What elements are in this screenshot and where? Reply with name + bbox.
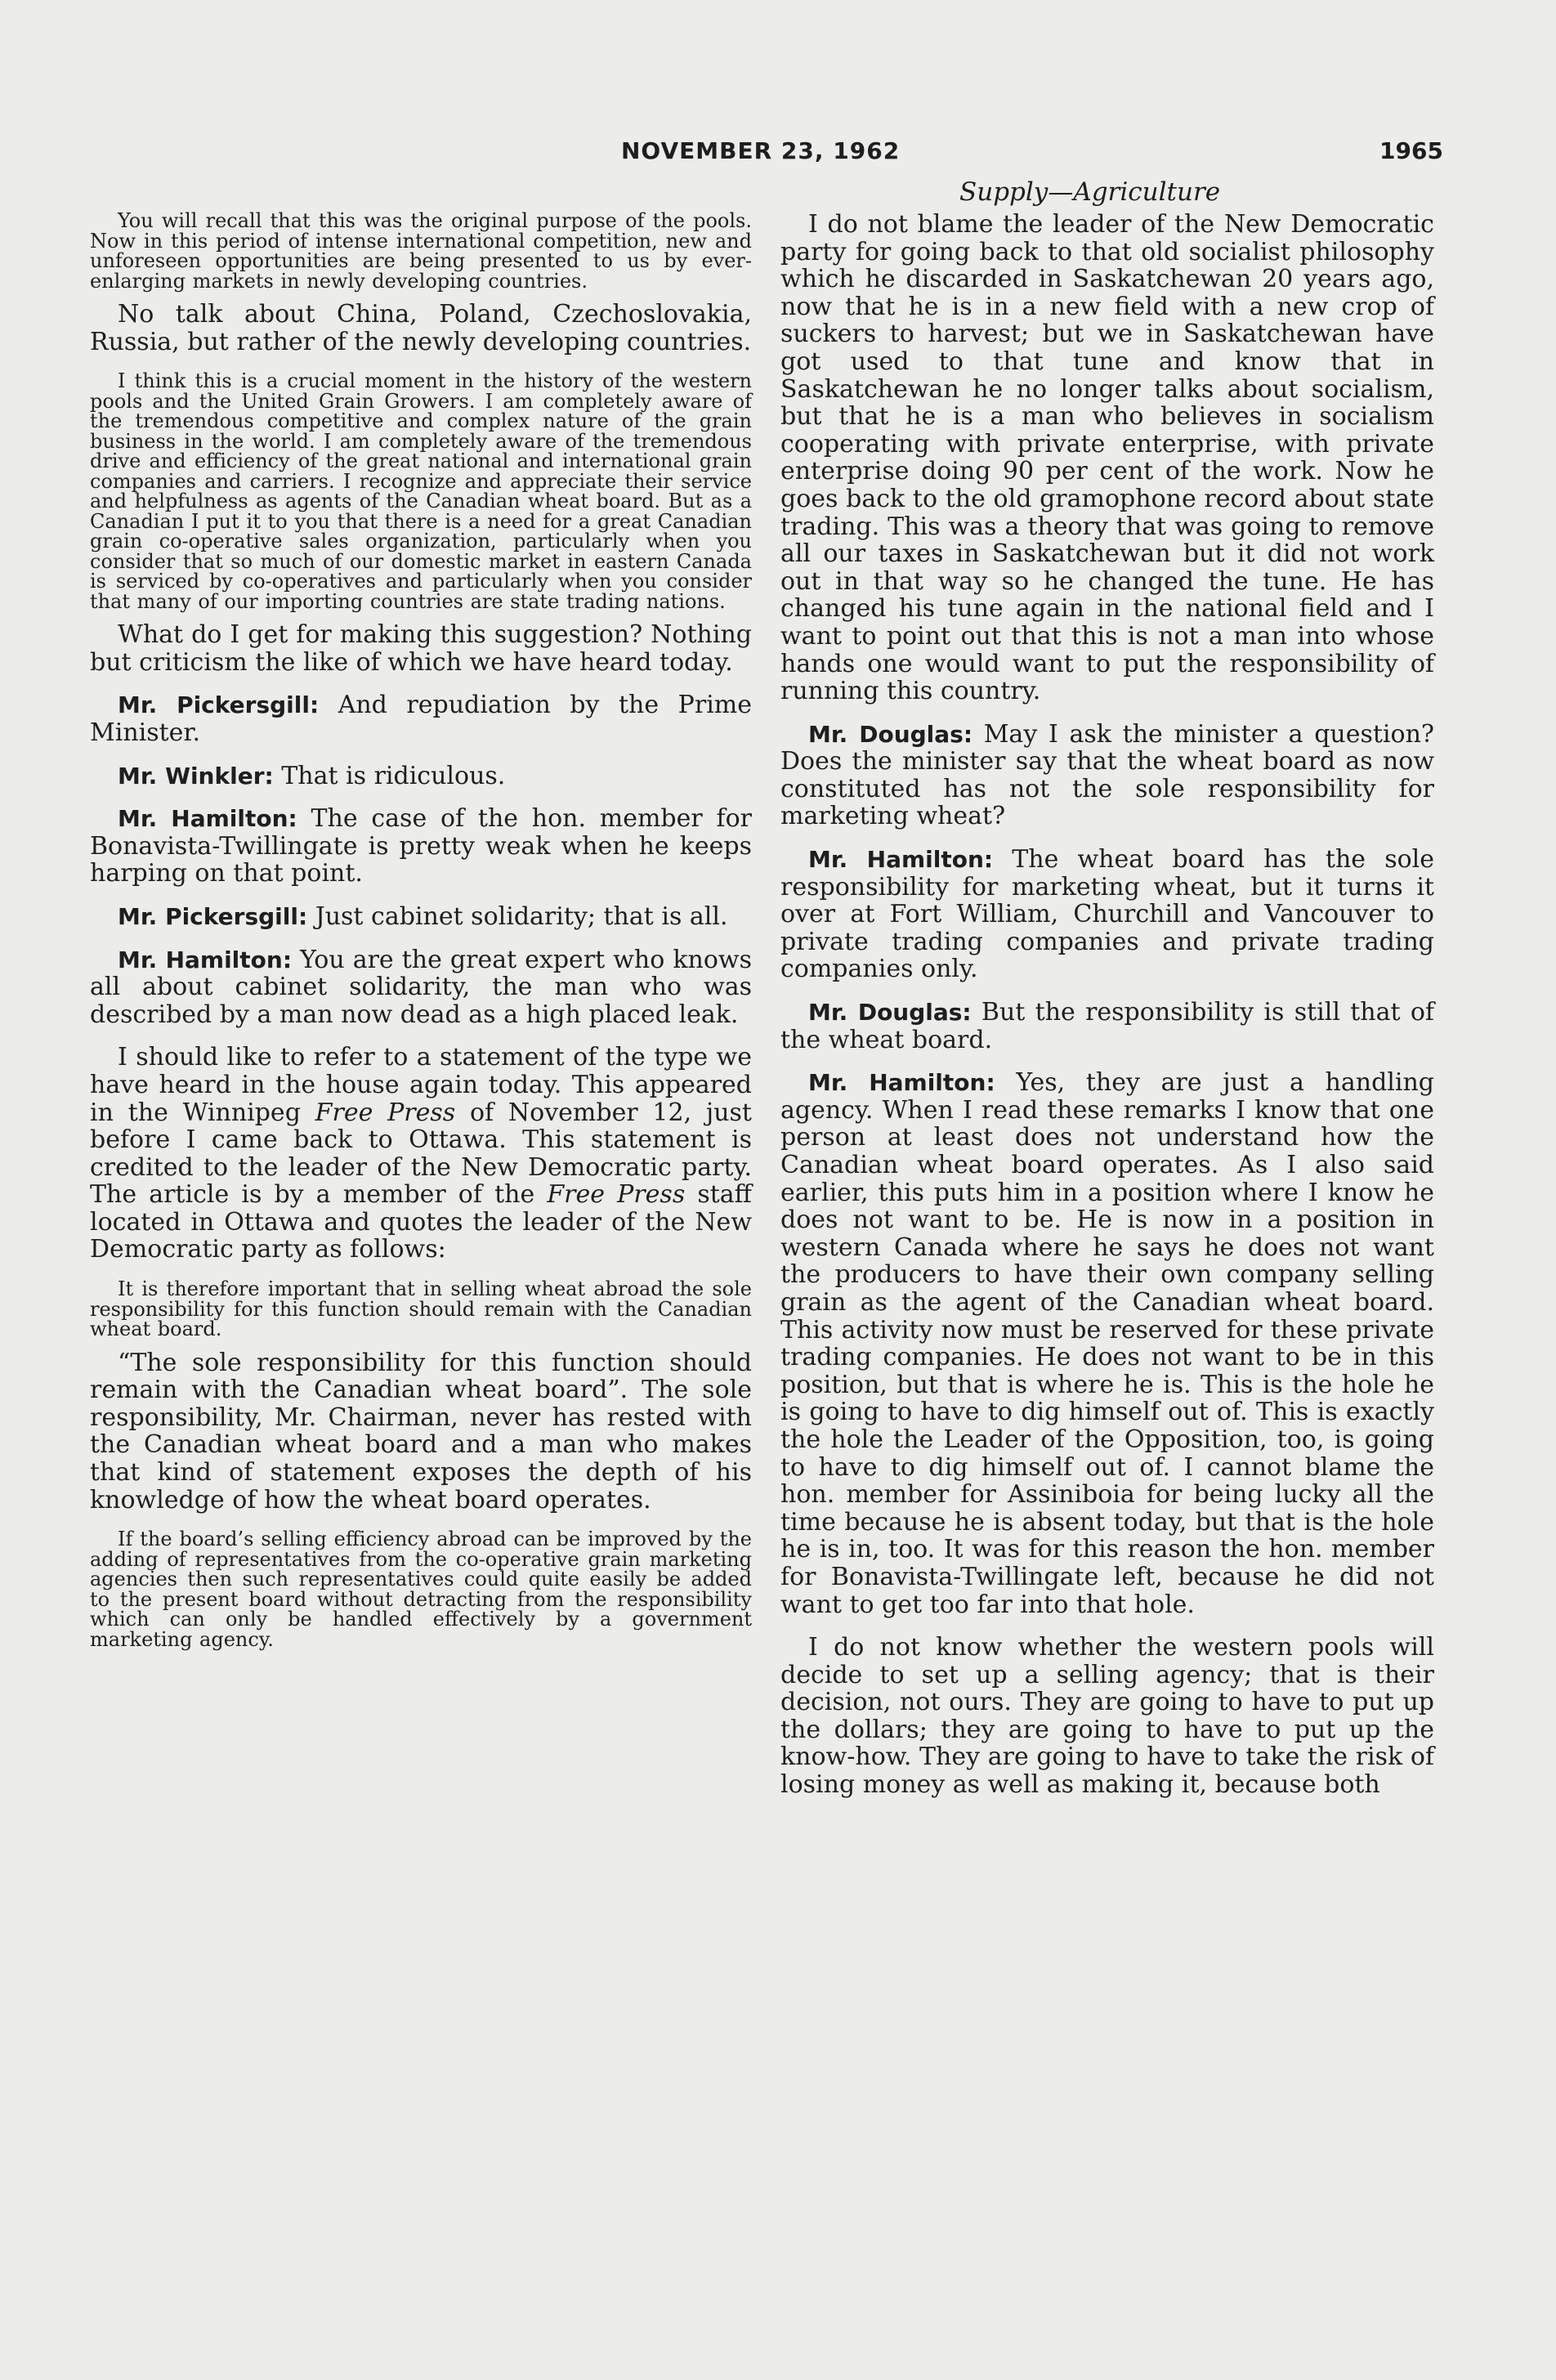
page-date: NOVEMBER 23, 1962 bbox=[621, 137, 901, 164]
paragraph: No talk about China, Poland, Czechoslovakia, Russia, but rather of the newly developing countries. bbox=[90, 300, 752, 356]
newspaper-title: Free Press bbox=[547, 1180, 686, 1210]
speech-text: Yes, they are just a handling agency. When I read these remarks I know that one person at least does not understand how the Canadian wheat board operates. As I also said earlier, this puts him in a position where I know he does not want to be. He is now in a position in western Canada where he says he does not want the producers to have their own company selling grain as the agent of the Canadian wheat board. This activity now must be reserved for these private trading companies. He does not want to be in this position, but that is where he is. This is the hole he is going to have to dig himself out of. This is exactly the hole the Leader of the Opposition, too, is going to have to dig himself out of. I cannot blame the hon. member for Assiniboia for being lucky all the time because he is absent today, but that is the hole he is in, too. It was for this reason the hon. member for Bonavista-Twillingate left, because he did not want to get too far into that hole. bbox=[780, 1068, 1434, 1619]
speaker-name: Mr. Hamilton: bbox=[118, 946, 293, 973]
speech bbox=[90, 805, 752, 888]
speech bbox=[780, 846, 1434, 983]
speaker-name: Mr. Douglas: bbox=[808, 999, 972, 1027]
speech-text: And repudiation by the Prime Minister. bbox=[90, 691, 752, 747]
speaker-name: Mr. Hamilton: bbox=[808, 1069, 995, 1097]
page-number: 1965 bbox=[1379, 137, 1443, 164]
paragraph: I do not blame the leader of the New Democratic party for going back to that old socialist philosophy which he discarded in Saskatchewan 20 years ago, now that he is in a new field with a new crop of suckers to harvest; but we in Saskatchewan have got used to that tune and know that in Saskatchewan he no longer talks about socialism, but that he is a man who believes in socialism cooperating with private enterprise, with private enterprise doing 90 per cent of the work. Now he goes back to the old gramophone record about state trading. This was a theory that was going to remove all our taxes in Saskatchewan but it did not work out in that way so he changed the tune. He has changed his tune again in the national field and I want to point out that this is not a man into whose hands one would want to put the responsibility of running this country. bbox=[780, 210, 1434, 706]
speaker-name: Mr. Pickersgill: bbox=[118, 691, 320, 719]
speech-text: May I ask the minister a question? Does the minister say that the wheat board as now constituted has not the sole responsibility for marketing wheat? bbox=[780, 719, 1434, 831]
speech bbox=[90, 903, 752, 931]
quoted-passage: If the board’s selling efficiency abroad can be improved by the adding of representatives from the co-operative grain marketing agencies then such representatives could quite easily be added to the present board without detracting from the responsibility which can only be handled effectively by a government marketing agency. bbox=[90, 1528, 752, 1651]
speech bbox=[780, 721, 1434, 830]
paragraph bbox=[90, 1044, 752, 1264]
speech-text: The case of the hon. member for Bonavista-Twillingate is pretty weak when he keeps harping on that point. bbox=[90, 804, 752, 888]
speaker-name: Mr. Hamilton: bbox=[118, 805, 297, 833]
text-run: staff located in Ottawa and quotes the leader of the New Democratic party as follows: bbox=[90, 1180, 752, 1264]
quoted-passage: I think this is a crucial moment in the history of the western pools and the United Grain Growers. I am completely aware of the tremendous competitive and complex nature of the grain business in the world. I am completely aware of the tremendous drive and efficiency of the great national and international grain companies and carriers. I recognize and appreciate their service and helpfulness as agents of the Canadian wheat board. But as a Canadian I put it to you that there is a need for a great Canadian grain co-operative sales organization, particularly when you consider that so much of our domestic market in eastern Canada is serviced by co-operatives and particularly when you consider that many of our importing countries are state trading nations. bbox=[90, 369, 752, 613]
speaker-name: Mr. Hamilton: bbox=[808, 846, 994, 874]
newspaper-title: Free Press bbox=[315, 1098, 456, 1127]
quoted-passage: You will recall that this was the original purpose of the pools. Now in this period of intense international competition, new and unforeseen opportunities are being presented to us by ever-enlarging markets in newly developing countries. bbox=[90, 209, 752, 293]
speaker-name: Mr. Pickersgill: bbox=[118, 902, 308, 930]
text-run: I should like to refer to a statement of the type we have heard in the house again today. This appeared in the Winnipeg bbox=[90, 1043, 752, 1127]
right-column bbox=[780, 211, 1434, 1814]
speech-text: You are the great expert who knows all about cabinet solidarity, the man who was described by a man now dead as a high placed leak. bbox=[90, 945, 752, 1029]
speech bbox=[780, 1069, 1434, 1618]
speech bbox=[90, 763, 752, 790]
section-heading: Supply—Agriculture bbox=[959, 177, 1221, 207]
paragraph: “The sole responsibility for this function should remain with the Canadian wheat board”. The sole responsibility, Mr. Chairman, never has rested with the Canadian wheat board and a man who makes that kind of statement exposes the depth of his knowledge of how the wheat board operates. bbox=[90, 1348, 752, 1514]
speech-text: That is ridiculous. bbox=[273, 761, 506, 790]
speech bbox=[90, 691, 752, 746]
speaker-name: Mr. Winkler: bbox=[118, 762, 274, 790]
quoted-passage: It is therefore important that in selling wheat abroad the sole responsibility for this function should remain with the Canadian wheat board. bbox=[90, 1277, 752, 1341]
speech-text: But the responsibility is still that of the wheat board. bbox=[780, 998, 1435, 1054]
paragraph: What do I get for making this suggestion? Nothing but criticism the like of which we have heard today. bbox=[90, 620, 752, 677]
speech bbox=[90, 946, 752, 1029]
speech bbox=[780, 999, 1434, 1054]
speech-text: The wheat board has the sole responsibility for marketing wheat, but it turns it over at Fort William, Churchill and Vancouver to private trading companies and private trading companies only. bbox=[780, 845, 1435, 984]
speaker-name: Mr. Douglas: bbox=[808, 720, 973, 748]
paragraph: I do not know whether the western pools will decide to set up a selling agency; that is their decision, not ours. They are going to have to put up the dollars; they are going to have to put up the know-how. They are going to have to take the risk of losing money as well as making it, because both bbox=[780, 1633, 1434, 1800]
text-run: of November 12, just before I came back to Ottawa. This statement is credited to the leader of the New Democratic party. The article is by a member of the bbox=[90, 1098, 752, 1210]
speech-text: Just cabinet solidarity; that is all. bbox=[307, 901, 728, 931]
left-column bbox=[90, 211, 752, 1659]
